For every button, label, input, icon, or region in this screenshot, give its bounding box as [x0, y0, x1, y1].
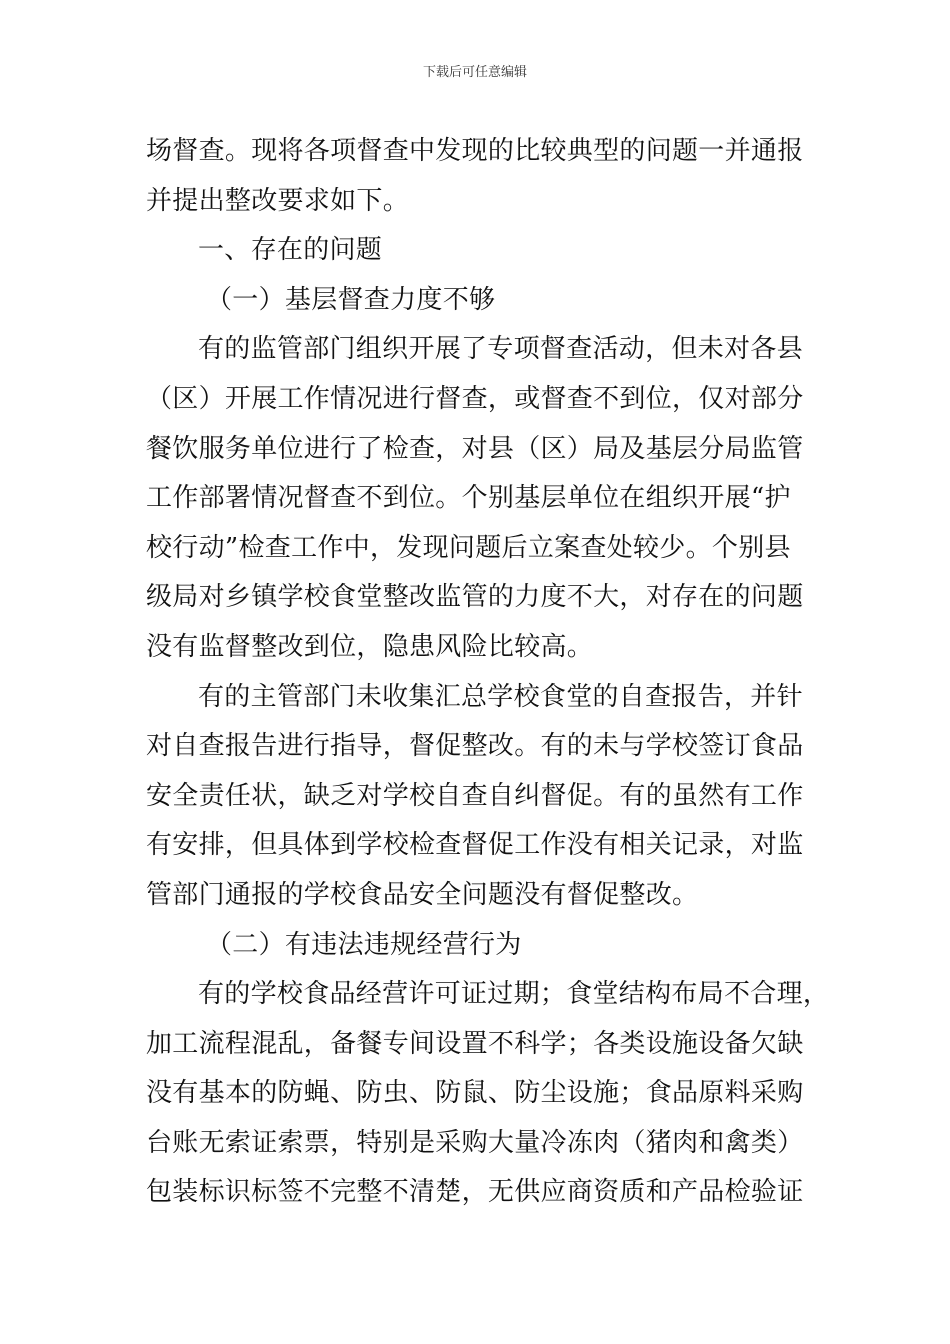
text-line: 没有监督整改到位，隐患风险比较高。	[146, 631, 594, 662]
text-line: 餐饮服务单位进行了检查，对县（区）局及基层分局监管	[146, 433, 804, 464]
text-line: 有的学校食品经营许可证过期；食堂结构布局不合理，	[198, 979, 830, 1010]
text-line: 有的监管部门组织开展了专项督查活动，但未对各县	[198, 334, 803, 365]
text-line: 台账无索证索票，特别是采购大量冷冻肉（猪肉和禽类）	[146, 1127, 804, 1158]
text-line: 场督查。现将各项督查中发现的比较典型的问题一并通报	[146, 136, 804, 166]
text-line: 没有基本的防蝇、防虫、防鼠、防尘设施；食品原料采购	[146, 1078, 804, 1109]
text-line: 并提出整改要求如下。	[146, 185, 410, 216]
subsection-heading: （二）有违法违规经营行为	[206, 929, 522, 960]
text-line: 工作部署情况督查不到位。个别基层单位在组织开展“护	[146, 483, 791, 514]
text-line: 对自查报告进行指导，督促整改。有的未与学校签订食品	[146, 731, 804, 762]
text-line: 加工流程混乱，备餐专间设置不科学；各类设施设备欠缺	[146, 1028, 804, 1059]
text-line: 管部门通报的学校食品安全问题没有督促整改。	[146, 879, 699, 910]
text-line: 校行动”检查工作中，发现问题后立案查处较少。个别县	[146, 532, 791, 563]
text-line: 有的主管部门未收集汇总学校食堂的自查报告，并针	[198, 681, 803, 712]
text-line: （区）开展工作情况进行督查，或督查不到位，仅对部分	[146, 383, 804, 414]
text-line: 包装标识标签不完整不清楚，无供应商资质和产品检验证	[146, 1177, 804, 1208]
document-body	[146, 127, 830, 1218]
text-line: 级局对乡镇学校食堂整改监管的力度不大，对存在的问题	[146, 582, 804, 613]
text-line: 安全责任状，缺乏对学校自查自纠督促。有的虽然有工作	[146, 780, 804, 811]
text-line: 有安排，但具体到学校检查督促工作没有相关记录，对监	[146, 830, 804, 861]
section-heading: 一、存在的问题	[198, 235, 383, 266]
page-header: 下载后可任意编辑	[422, 65, 527, 80]
subsection-heading: （一）基层督查力度不够	[206, 284, 496, 315]
